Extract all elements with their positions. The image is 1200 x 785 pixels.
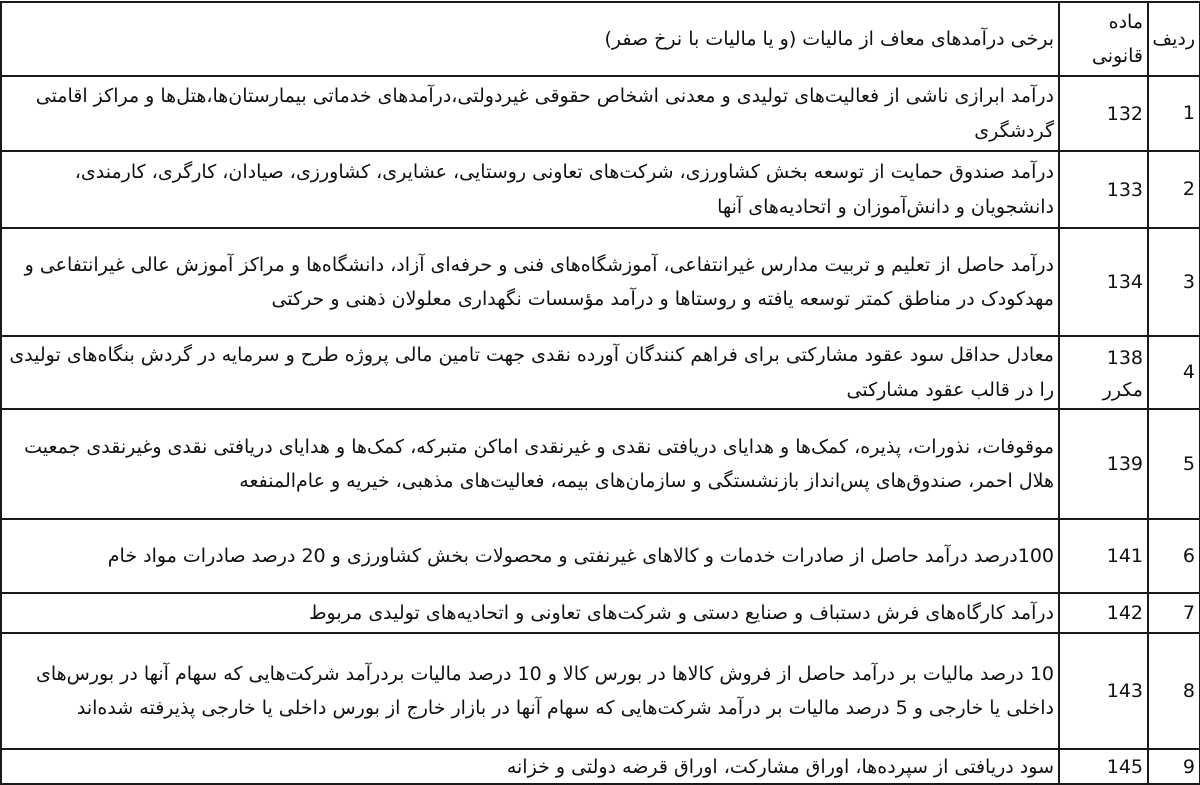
- article-cell: [1059, 749, 1148, 784]
- article-cell: [1059, 633, 1148, 749]
- article-cell: [1059, 76, 1148, 151]
- description-cell: درآمد حاصل از تعلیم و تربیت مدارس غیرانتفاعی، آموزشگاه‌های فنی و حرفه‌ای آزاد، دانشگاه‌ها و مراکز آموزش عالی غیرانتفاعی و مهدکودک در مناطق کمتر توسعه یافته و روستاها و درآمد مؤسسات نگهداری معلولان ذهنی و حرکتی: [1, 228, 1059, 336]
- description-cell: معادل حداقل سود عقود مشارکتی برای فراهم کنندگان آورده نقدی جهت تامین مالی پروژه طرح و سرمایه در گردش بنگاه‌های تولیدی را در قالب عقود مشارکتی: [1, 336, 1059, 409]
- table-row: [1, 749, 1200, 784]
- table-row: [1, 593, 1200, 633]
- table-row: [1, 76, 1200, 151]
- header-row-number: ردیف: [1148, 2, 1200, 76]
- table-row: [1, 409, 1200, 519]
- table-row: [1, 151, 1200, 228]
- header-legal-article: ماده قانونی: [1059, 2, 1148, 76]
- row-number-cell: 4: [1148, 336, 1200, 409]
- header-description: برخی درآمدهای معاف از مالیات (و یا مالیات با نرخ صفر): [1, 2, 1059, 76]
- article-cell: [1059, 593, 1148, 633]
- article-cell: [1059, 228, 1148, 336]
- row-number-cell: 6: [1148, 519, 1200, 593]
- row-number-cell: 5: [1148, 409, 1200, 519]
- tax-exemption-table: [0, 1, 1200, 785]
- description-cell: درآمد ابرازی ناشی از فعالیت‌های تولیدی و معدنی اشخاص حقوقی غیردولتی،درآمدهای خدماتی بیمارستان‌ها،هتل‌ها و مراکز اقامتی گردشگری: [1, 76, 1059, 151]
- table-row: [1, 633, 1200, 749]
- table-row: [1, 336, 1200, 409]
- article-number: 141: [1106, 545, 1143, 567]
- description-cell: درآمد صندوق حمایت از توسعه بخش کشاورزی، شرکت‌های تعاونی روستایی، عشایری، کشاورزی، صیادان، کارگری، کارمندی، دانشجویان و دانش‌آموزان و اتحادیه‌های آنها: [1, 151, 1059, 228]
- article-cell: [1059, 519, 1148, 593]
- article-number: 138: [1106, 346, 1143, 369]
- row-number-cell: 3: [1148, 228, 1200, 336]
- row-number-cell: 7: [1148, 593, 1200, 633]
- description-cell: 100درصد درآمد حاصل از صادرات خدمات و کالاهای غیرنفتی و محصولات بخش کشاورزی و 20 درصد صادرات مواد خام: [1, 519, 1059, 593]
- article-number: 143: [1106, 680, 1143, 702]
- article-number: 142: [1106, 602, 1143, 624]
- row-number-cell: 9: [1148, 749, 1200, 784]
- article-suffix-repeated: مکرر: [1102, 378, 1143, 401]
- table-header-row: [1, 2, 1200, 76]
- row-number-cell: 8: [1148, 633, 1200, 749]
- description-cell: سود دریافتی از سپرده‌ها، اوراق مشارکت، اوراق قرضه دولتی و خزانه: [1, 749, 1059, 784]
- row-number-cell: 1: [1148, 76, 1200, 151]
- article-number: 139: [1106, 453, 1143, 475]
- description-cell: 10 درصد مالیات بر درآمد حاصل از فروش کالاها در بورس کالا و 10 درصد مالیات بردرآمد شرکت‌هایی که سهام آنها در بورس‌های داخلی یا خارجی و 5 درصد مالیات بر درآمد شرکت‌هایی که سهام آنها در بازار خارج از بورس داخلی یا خارجی پذیرفته شده‌اند: [1, 633, 1059, 749]
- article-number: 133: [1106, 178, 1143, 201]
- article-cell: [1059, 409, 1148, 519]
- table-row: [1, 228, 1200, 336]
- description-cell: موقوفات، نذورات، پذیره، کمک‌ها و هدایای دریافتی نقدی و غیرنقدی اماکن متبرکه، کمک‌ها و هدایای دریافتی نقدی وغیرنقدی جمعیت هلال احمر، صندوق‌های پس‌انداز بازنشستگی و سازمان‌های بیمه، فعالیت‌های مذهبی، خیریه و عام‌المنفعه: [1, 409, 1059, 519]
- description-cell: درآمد کارگاه‌های فرش دستباف و صنایع دستی و شرکت‌های تعاونی و اتحادیه‌های تولیدی مربوط: [1, 593, 1059, 633]
- article-number: 134: [1106, 271, 1143, 293]
- table-row: [1, 519, 1200, 593]
- article-cell: [1059, 151, 1148, 228]
- article-number: 145: [1106, 755, 1143, 778]
- article-cell: [1059, 336, 1148, 409]
- row-number-cell: 2: [1148, 151, 1200, 228]
- article-number: 132: [1106, 102, 1143, 125]
